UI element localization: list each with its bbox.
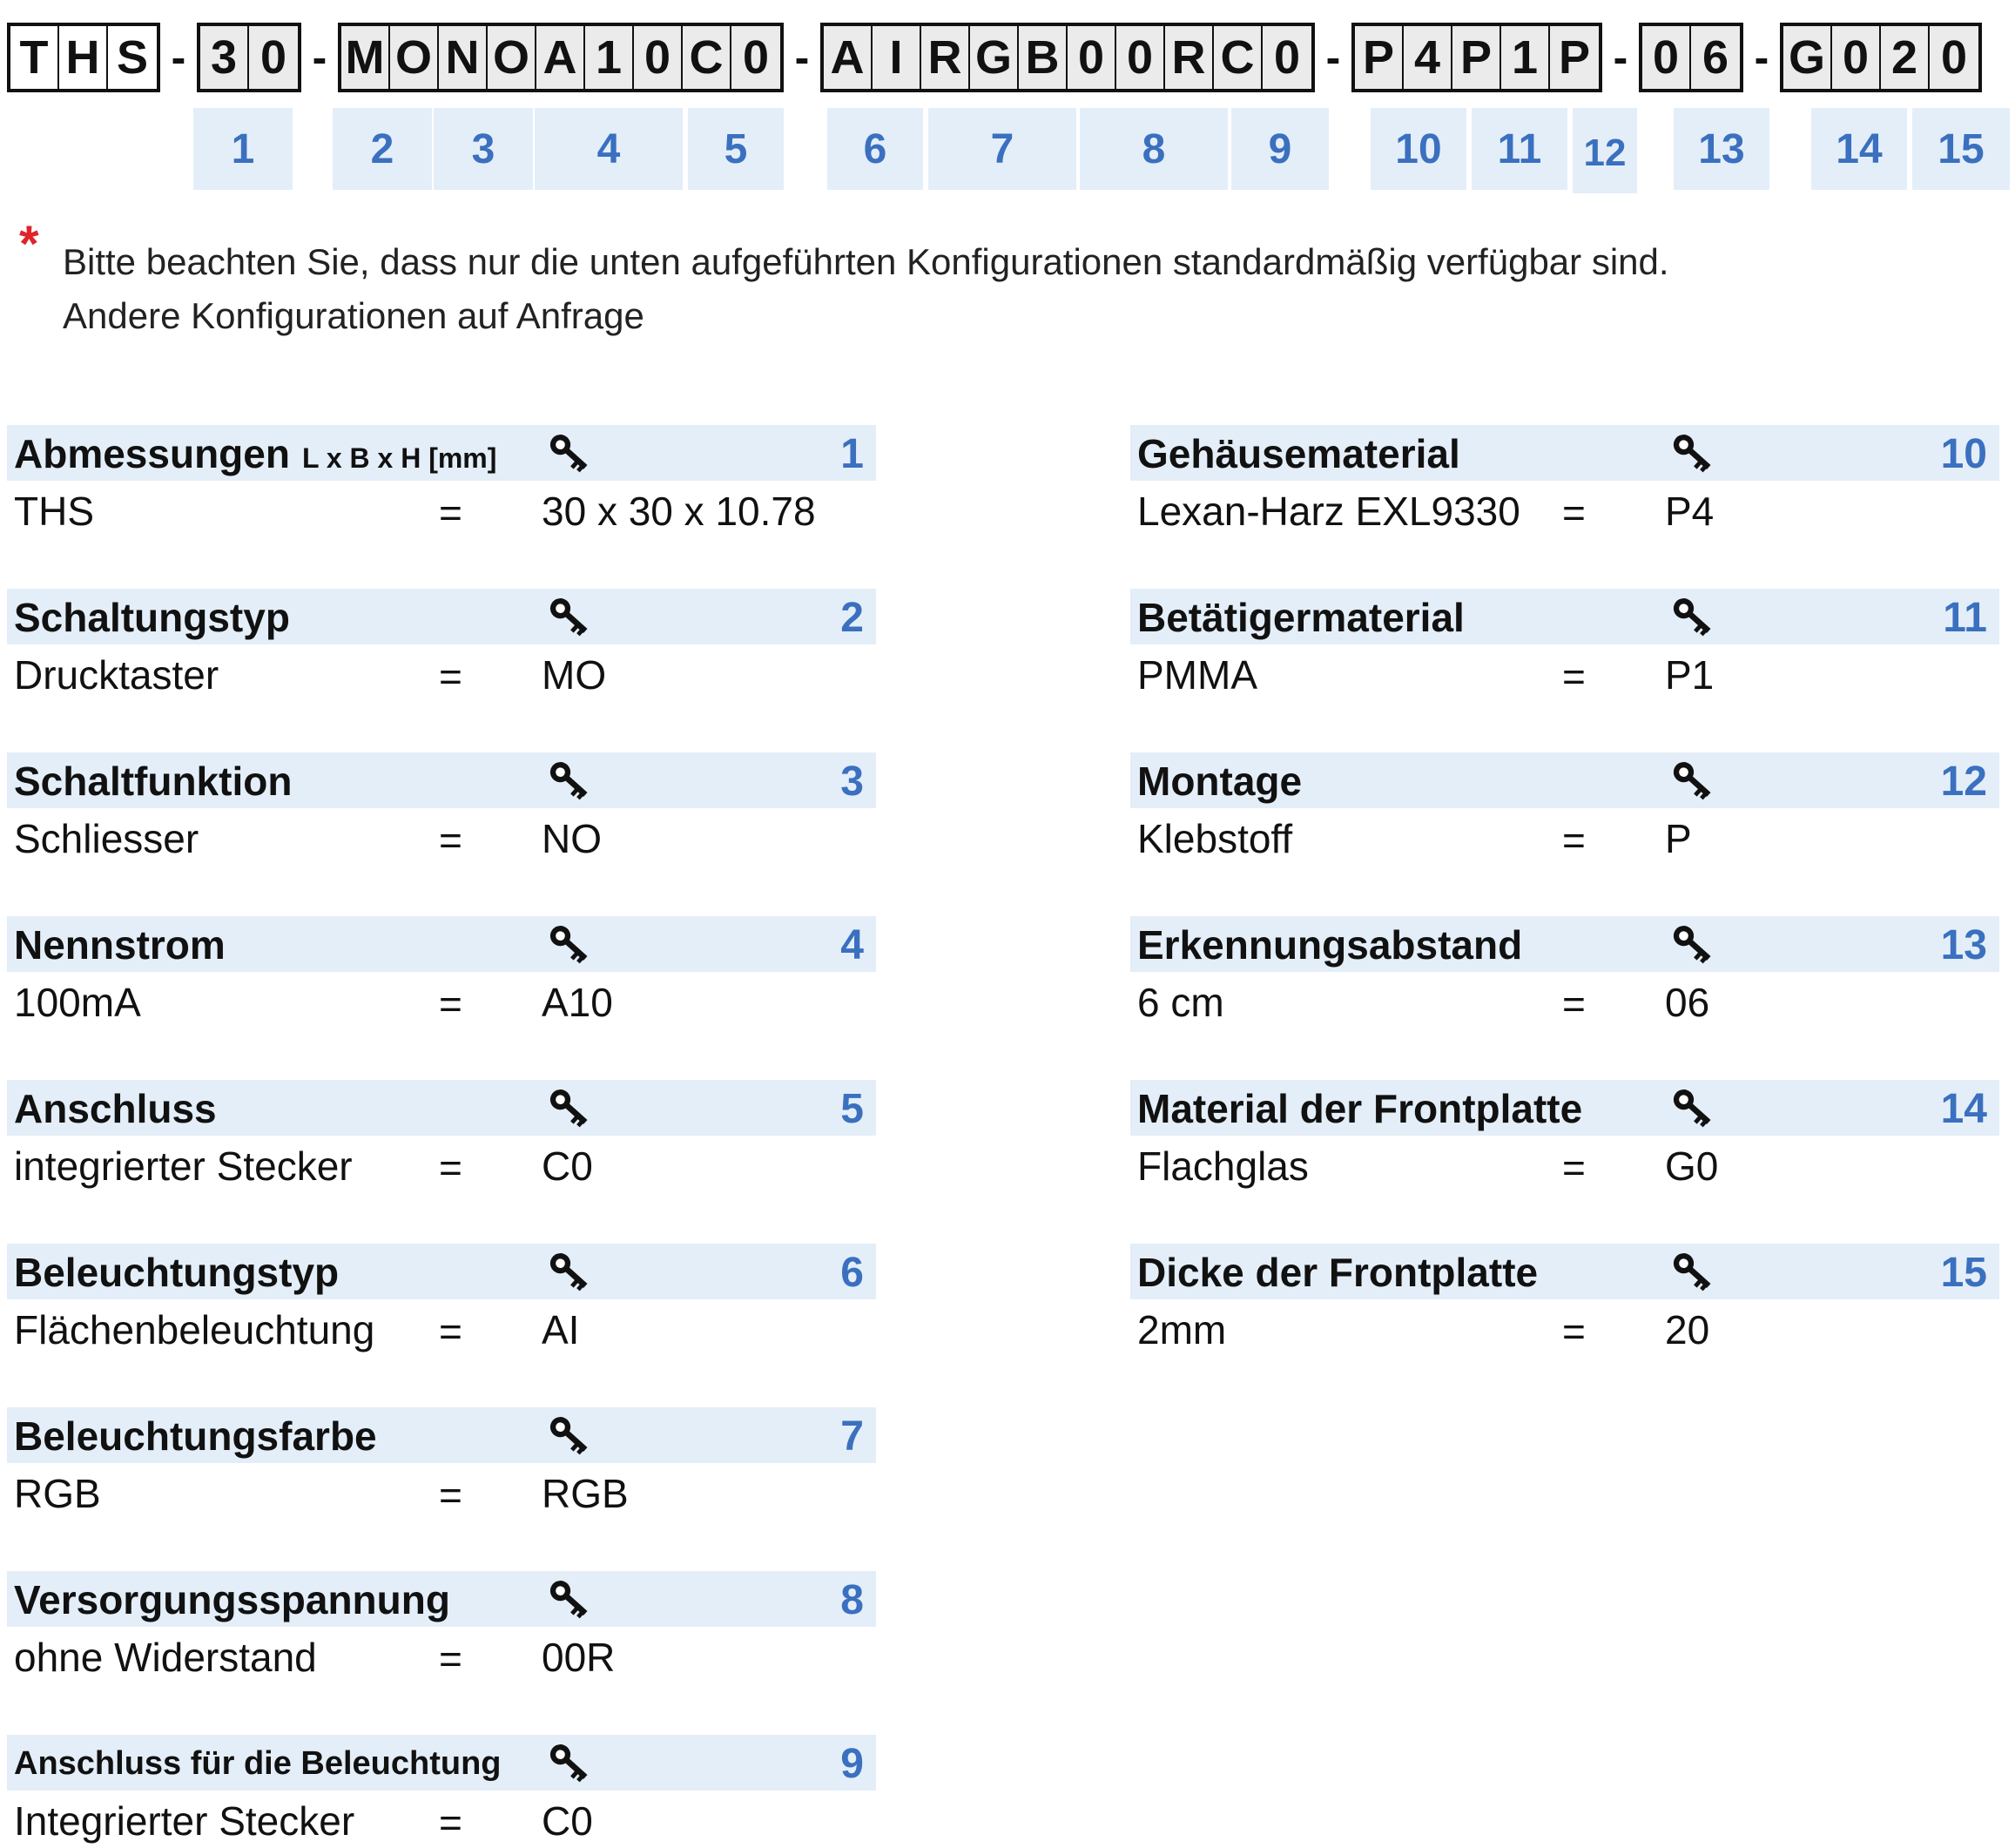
section-number: 7: [840, 1413, 864, 1460]
code-character: H: [59, 26, 108, 89]
code-separator: -: [1613, 33, 1628, 82]
section-header: [7, 425, 876, 481]
key-icon: [1668, 592, 1719, 643]
note-line-2: Andere Konfigurationen auf Anfrage: [63, 295, 644, 336]
key-icon: [545, 1083, 596, 1134]
section-header: [1130, 589, 1999, 644]
section-title: [1137, 1249, 1538, 1296]
section-number: 6: [840, 1250, 864, 1296]
equals-sign: =: [439, 1145, 462, 1190]
spec-section: [1130, 589, 1999, 702]
equals-sign: =: [1562, 490, 1586, 536]
code-group: [1639, 23, 1743, 92]
code-character: T: [10, 26, 59, 89]
code-character: 1: [585, 26, 634, 89]
spec-section: [1130, 425, 1999, 538]
section-number: 15: [1940, 1250, 1987, 1296]
option-row: [7, 1299, 876, 1357]
option-label: RGB: [14, 1471, 101, 1516]
section-title: [14, 1249, 339, 1296]
section-header: [7, 589, 876, 644]
section-header: [1130, 1080, 1999, 1136]
code-character: C: [683, 26, 731, 89]
position-number: 10: [1371, 108, 1466, 190]
code-character: 0: [249, 26, 298, 89]
option-row: [1130, 644, 1999, 702]
key-icon: [545, 920, 596, 970]
section-header: [7, 752, 876, 808]
spec-section: [7, 425, 876, 538]
section-header: [1130, 1244, 1999, 1299]
option-label: 2mm: [1137, 1307, 1227, 1352]
position-number: 2: [333, 108, 432, 190]
code-character: O: [390, 26, 439, 89]
equals-sign: =: [439, 981, 462, 1027]
order-code-strip: [7, 19, 1982, 96]
key-icon: [1668, 756, 1719, 806]
option-row: [1130, 1136, 1999, 1193]
code-separator: -: [1325, 33, 1341, 82]
asterisk-marker: *: [19, 216, 39, 273]
section-title: [1137, 921, 1522, 968]
key-icon: [1668, 428, 1719, 479]
equals-sign: =: [439, 1309, 462, 1354]
code-separator: -: [312, 33, 327, 82]
section-title-text: Anschluss: [14, 1086, 217, 1131]
section-number: 2: [840, 595, 864, 641]
option-code: AI: [542, 1307, 580, 1352]
option-label: ohne Widerstand: [14, 1635, 317, 1680]
section-unit: L x B x H [mm]: [301, 442, 497, 474]
section-header: [7, 1080, 876, 1136]
section-title-text: Schaltfunktion: [14, 759, 293, 804]
option-code: NO: [542, 816, 602, 861]
option-label: Flachglas: [1137, 1143, 1309, 1189]
key-icon: [545, 1411, 596, 1461]
key-icon: [545, 756, 596, 806]
section-title-text: Beleuchtungstyp: [14, 1250, 340, 1295]
position-number: 7: [928, 108, 1076, 190]
code-character: 0: [1832, 26, 1881, 89]
option-code: P4: [1665, 489, 1715, 534]
position-number: 9: [1231, 108, 1329, 190]
code-character: 0: [634, 26, 683, 89]
code-group: [197, 23, 301, 92]
code-character: B: [1019, 26, 1068, 89]
code-character: A: [536, 26, 585, 89]
section-title: [14, 1085, 217, 1132]
section-title-text: Versorgungsspannung: [14, 1577, 450, 1622]
section-title-text: Gehäusematerial: [1137, 431, 1460, 476]
section-header: [1130, 425, 1999, 481]
code-character: I: [873, 26, 921, 89]
key-icon: [545, 592, 596, 643]
code-character: 0: [731, 26, 780, 89]
code-character: C: [1214, 26, 1263, 89]
section-title: [14, 1413, 377, 1460]
spec-section: [7, 1571, 876, 1684]
option-code: C0: [542, 1143, 593, 1189]
option-code: 00R: [542, 1635, 616, 1680]
section-number: 12: [1940, 759, 1987, 805]
spec-section: [7, 916, 876, 1029]
equals-sign: =: [439, 654, 462, 699]
spec-section: [7, 1244, 876, 1357]
option-label: 6 cm: [1137, 980, 1224, 1025]
code-character: G: [970, 26, 1019, 89]
code-character: 3: [200, 26, 249, 89]
section-title: [14, 758, 292, 805]
option-label: Integrierter Stecker: [14, 1798, 355, 1844]
code-character: R: [921, 26, 970, 89]
option-label: Klebstoff: [1137, 816, 1293, 861]
section-number: 10: [1940, 431, 1987, 477]
section-title-text: Anschluss für die Beleuchtung: [14, 1745, 502, 1782]
option-code: G0: [1665, 1143, 1719, 1189]
spec-section: [7, 1735, 876, 1848]
spec-section: [7, 752, 876, 866]
code-group: [820, 23, 1315, 92]
code-character: 4: [1404, 26, 1452, 89]
option-row: [1130, 481, 1999, 538]
position-number: 6: [827, 108, 923, 190]
code-character: S: [108, 26, 157, 89]
option-label: THS: [14, 489, 94, 534]
note-line-1: Bitte beachten Sie, dass nur die unten aufgeführten Konfigurationen standardmäßig verfügbar sind.: [63, 241, 1669, 282]
option-label: 100mA: [14, 980, 141, 1025]
option-code: RGB: [542, 1471, 629, 1516]
section-title: [1137, 594, 1465, 641]
code-character: 0: [1930, 26, 1978, 89]
section-title-text: Montage: [1137, 759, 1303, 804]
position-number: 4: [535, 108, 683, 190]
code-character: 0: [1116, 26, 1165, 89]
section-title: [14, 1745, 502, 1783]
code-character: R: [1165, 26, 1214, 89]
section-title: [1137, 430, 1460, 477]
section-header: [1130, 752, 1999, 808]
option-row: [7, 481, 876, 538]
section-title-text: Abmessungen: [14, 431, 290, 476]
option-label: Drucktaster: [14, 652, 219, 698]
position-number: 5: [688, 108, 784, 190]
section-title-text: Nennstrom: [14, 922, 226, 968]
spec-section: [1130, 752, 1999, 866]
spec-section: [1130, 916, 1999, 1029]
option-row: [7, 972, 876, 1029]
option-label: PMMA: [1137, 652, 1257, 698]
code-character: 0: [1642, 26, 1691, 89]
option-code: 06: [1665, 980, 1710, 1025]
option-row: [7, 1791, 876, 1848]
section-title-text: Erkennungsabstand: [1137, 922, 1523, 968]
key-icon: [545, 428, 596, 479]
key-icon: [545, 1247, 596, 1298]
equals-sign: =: [439, 1800, 462, 1845]
equals-sign: =: [439, 1636, 462, 1682]
code-character: P: [1355, 26, 1404, 89]
option-row: [7, 1136, 876, 1193]
position-number: 15: [1912, 108, 2010, 190]
section-title-text: Beleuchtungsfarbe: [14, 1413, 377, 1459]
option-row: [7, 644, 876, 702]
code-character: M: [341, 26, 390, 89]
code-character: A: [824, 26, 873, 89]
position-number: 11: [1472, 108, 1567, 190]
section-header: [7, 1244, 876, 1299]
spec-section: [7, 589, 876, 702]
position-number: 12: [1573, 108, 1637, 193]
option-row: [7, 808, 876, 866]
section-header: [7, 1407, 876, 1463]
availability-note: [63, 235, 1669, 343]
option-code: C0: [542, 1798, 593, 1844]
section-title: [1137, 1085, 1582, 1132]
equals-sign: =: [1562, 1309, 1586, 1354]
section-title: [14, 594, 290, 641]
section-number: 1: [840, 431, 864, 477]
section-title: [14, 430, 496, 477]
section-number: 14: [1940, 1086, 1987, 1132]
section-number: 3: [840, 759, 864, 805]
option-row: [1130, 972, 1999, 1029]
section-header: [7, 916, 876, 972]
equals-sign: =: [439, 1473, 462, 1518]
option-row: [7, 1463, 876, 1521]
code-separator: -: [171, 33, 186, 82]
code-separator: -: [1754, 33, 1769, 82]
code-group: [1351, 23, 1602, 92]
position-number: 3: [434, 108, 533, 190]
key-icon: [1668, 1083, 1719, 1134]
option-code: P: [1665, 816, 1692, 861]
code-character: 0: [1068, 26, 1116, 89]
section-number: 11: [1943, 595, 1987, 641]
option-code: 20: [1665, 1307, 1710, 1352]
key-icon: [545, 1738, 596, 1789]
code-character: O: [488, 26, 536, 89]
equals-sign: =: [439, 818, 462, 863]
code-group: [1780, 23, 1982, 92]
section-title-text: Material der Frontplatte: [1137, 1086, 1583, 1131]
position-number: 13: [1674, 108, 1769, 190]
equals-sign: =: [1562, 1145, 1586, 1190]
code-character: G: [1783, 26, 1832, 89]
option-code: A10: [542, 980, 613, 1025]
section-header: [1130, 916, 1999, 972]
section-title: [1137, 758, 1302, 805]
position-number: 14: [1811, 108, 1907, 190]
spec-section: [1130, 1244, 1999, 1357]
option-row: [1130, 1299, 1999, 1357]
code-character: P: [1550, 26, 1599, 89]
spec-section: [1130, 1080, 1999, 1193]
section-header: [7, 1735, 876, 1791]
code-character: N: [439, 26, 488, 89]
section-title-text: Dicke der Frontplatte: [1137, 1250, 1539, 1295]
code-character: 6: [1691, 26, 1740, 89]
spec-section: [7, 1080, 876, 1193]
code-group: [338, 23, 784, 92]
option-label: Schliesser: [14, 816, 199, 861]
section-number: 4: [840, 922, 864, 968]
key-icon: [1668, 1247, 1719, 1298]
section-title: [14, 921, 226, 968]
section-header: [7, 1571, 876, 1627]
code-character: 2: [1881, 26, 1930, 89]
section-title: [14, 1576, 450, 1623]
code-separator: -: [794, 33, 810, 82]
option-code: P1: [1665, 652, 1715, 698]
option-row: [1130, 808, 1999, 866]
code-group: [7, 23, 160, 92]
section-title-text: Betätigermaterial: [1137, 595, 1465, 640]
equals-sign: =: [439, 490, 462, 536]
code-character: 0: [1263, 26, 1311, 89]
section-number: 5: [840, 1086, 864, 1132]
option-label: integrierter Stecker: [14, 1143, 353, 1189]
position-number: 1: [193, 108, 293, 190]
option-label: Flächenbeleuchtung: [14, 1307, 375, 1352]
option-label: Lexan-Harz EXL9330: [1137, 489, 1520, 534]
position-number: 8: [1080, 108, 1228, 190]
equals-sign: =: [1562, 981, 1586, 1027]
section-number: 13: [1940, 922, 1987, 968]
equals-sign: =: [1562, 654, 1586, 699]
option-row: [7, 1627, 876, 1684]
section-number: 9: [840, 1741, 864, 1787]
equals-sign: =: [1562, 818, 1586, 863]
key-icon: [1668, 920, 1719, 970]
option-code: 30 x 30 x 10.78: [542, 489, 816, 534]
code-character: 1: [1501, 26, 1550, 89]
key-icon: [545, 1575, 596, 1625]
section-title-text: Schaltungstyp: [14, 595, 290, 640]
spec-section: [7, 1407, 876, 1521]
option-code: MO: [542, 652, 607, 698]
code-character: P: [1452, 26, 1501, 89]
section-number: 8: [840, 1577, 864, 1623]
